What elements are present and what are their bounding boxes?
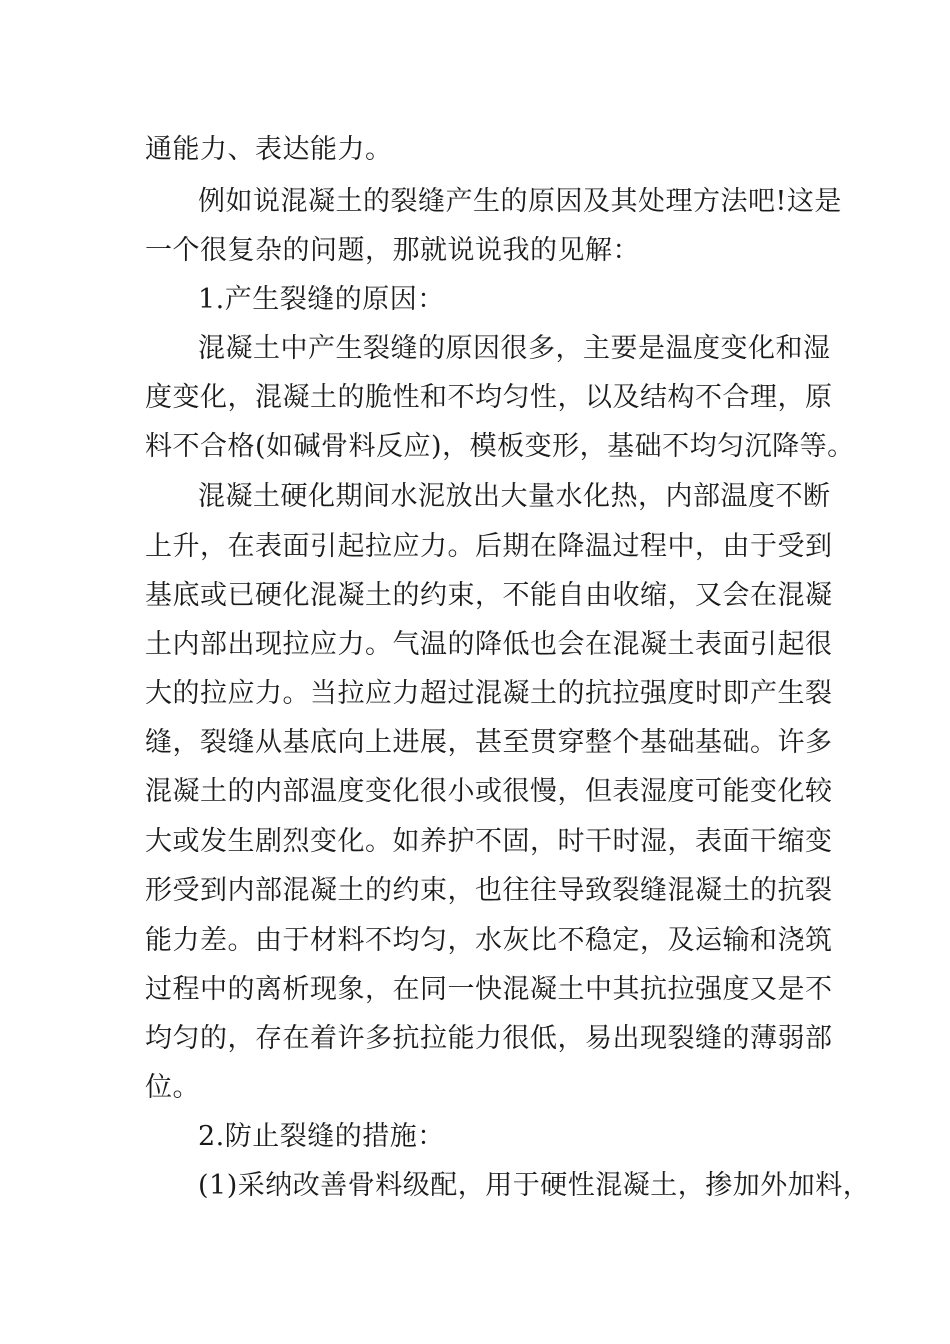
text-line: 例如说混凝土的裂缝产生的原因及其处理方法吧!这是 xyxy=(198,186,842,217)
text-line: 均匀的，存在着许多抗拉能力很低，易出现裂缝的薄弱部 xyxy=(145,1023,833,1054)
text-line: 形受到内部混凝土的约束，也往往导致裂缝混凝土的抗裂 xyxy=(145,875,833,906)
text-line: 位。 xyxy=(145,1072,200,1103)
text-line: 一个很复杂的问题，那就说说我的见解： xyxy=(145,235,640,266)
text-line: 上升，在表面引起拉应力。后期在降温过程中，由于受到 xyxy=(145,531,833,562)
text-line: 混凝土硬化期间水泥放出大量水化热，内部温度不断 xyxy=(198,481,831,512)
text-line: 过程中的离析现象，在同一快混凝土中其抗拉强度又是不 xyxy=(145,974,833,1005)
text-line: 通能力、表达能力。 xyxy=(145,134,393,165)
text-line: 大的拉应力。当拉应力超过混凝土的抗拉强度时即产生裂 xyxy=(145,678,833,709)
text-line: 土内部出现拉应力。气温的降低也会在混凝土表面引起很 xyxy=(145,629,833,660)
text-line: 缝，裂缝从基底向上进展，甚至贯穿整个基础基础。许多 xyxy=(145,727,833,758)
text-line: 料不合格(如碱骨料反应)，模板变形，基础不均匀沉降等。 xyxy=(145,431,855,462)
text-line: 基底或已硬化混凝土的约束，不能自由收缩，又会在混凝 xyxy=(145,580,833,611)
section-heading: 2.防止裂缝的措施： xyxy=(198,1121,445,1152)
text-line: (1)采纳改善骨料级配，用于硬性混凝土，掺加外加料， xyxy=(198,1170,871,1201)
text-line: 度变化，混凝土的脆性和不均匀性，以及结构不合理，原 xyxy=(145,382,833,413)
section-heading: 1.产生裂缝的原因： xyxy=(198,284,445,315)
text-line: 混凝土中产生裂缝的原因很多，主要是温度变化和湿 xyxy=(198,333,831,364)
text-line: 大或发生剧烈变化。如养护不固，时干时湿，表面干缩变 xyxy=(145,826,833,857)
text-line: 能力差。由于材料不均匀，水灰比不稳定，及运输和浇筑 xyxy=(145,925,833,956)
text-line: 混凝土的内部温度变化很小或很慢，但表湿度可能变化较 xyxy=(145,776,833,807)
